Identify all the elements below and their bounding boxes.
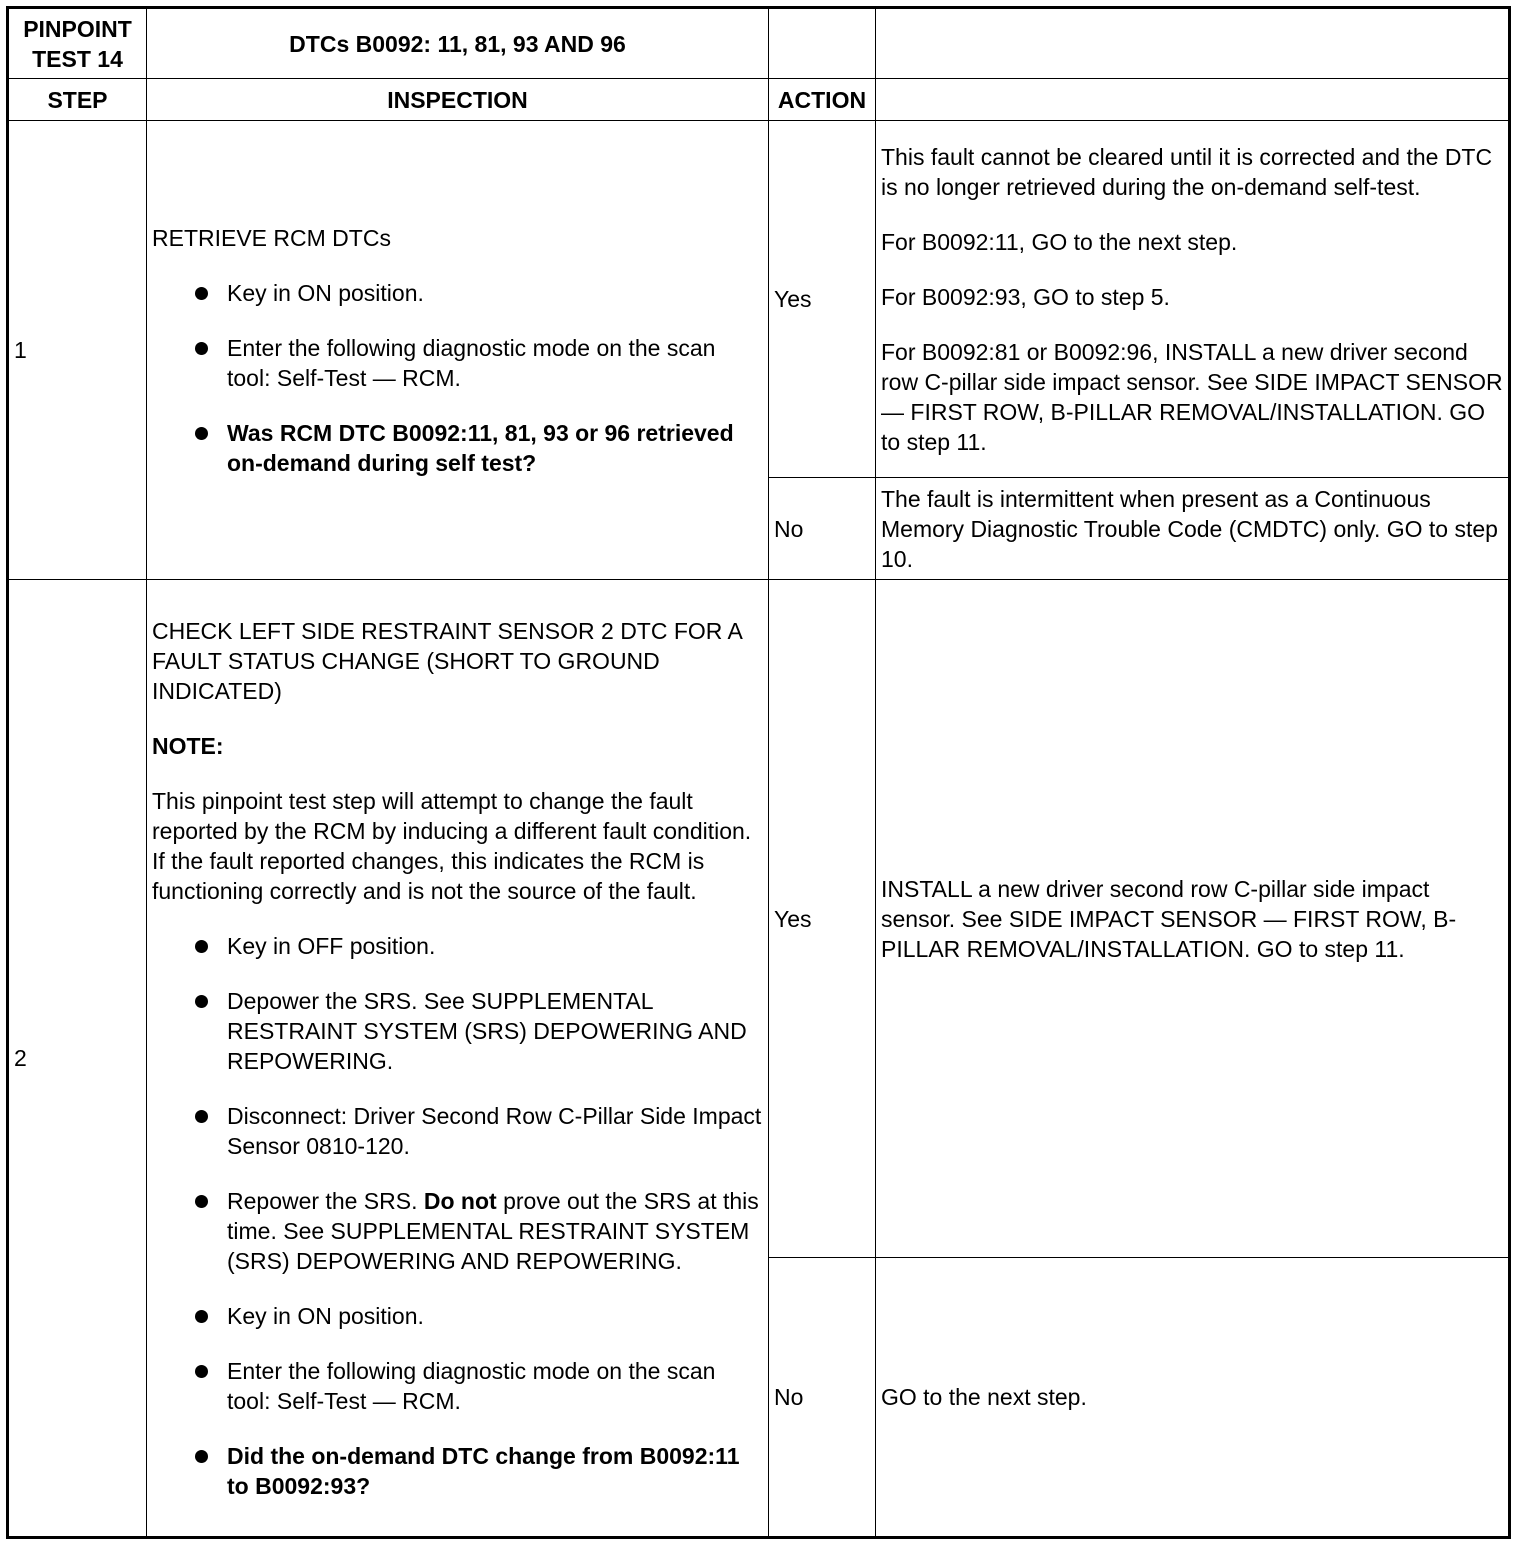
column-header-row <box>8 79 1510 121</box>
action-paragraph: For B0092:93, GO to step 5. <box>881 283 1170 310</box>
repower-text-post: prove out the SRS at this time. See SUPPLEMENTAL RESTRAINT SYSTEM (SRS) DEPOWERING AND REPOWERING. <box>227 1187 759 1274</box>
title-row <box>8 8 1510 79</box>
column-header-inspection: INSPECTION <box>147 79 769 121</box>
test-title-cell <box>147 8 769 79</box>
column-header-action: ACTION <box>769 79 876 121</box>
action-paragraph: For B0092:81 or B0092:96, INSTALL a new driver second row C-pillar side impact sensor. See SIDE IMPACT SENSOR — FIRST ROW, B-PILLAR REMOVAL/INSTALLATION. GO to step 11. <box>881 338 1503 455</box>
step-1-bullet-list <box>152 278 763 478</box>
step-1-yes-row <box>8 121 1510 478</box>
blank-header-cell <box>876 8 1510 79</box>
step-2-inspection <box>147 580 769 1538</box>
bullet-item-question: Was RCM DTC B0092:11, 81, 93 or 96 retrieved on-demand during self test? <box>152 418 763 478</box>
test-title: DTCs B0092: 11, 81, 93 AND 96 <box>289 30 626 57</box>
repower-text-pre: Repower the SRS. <box>227 1187 418 1214</box>
step-1-inspection <box>147 121 769 580</box>
step-2-yes-row <box>8 580 1510 1258</box>
column-header-step: STEP <box>8 79 147 121</box>
bullet-item: Enter the following diagnostic mode on the scan tool: Self-Test — RCM. <box>152 333 763 393</box>
bullet-item: Key in OFF position. <box>152 931 763 961</box>
action-paragraph: This fault cannot be cleared until it is corrected and the DTC is no longer retrieved during the on-demand self-test. <box>881 143 1493 200</box>
step-2-yes-label: Yes <box>769 580 876 1258</box>
test-id-cell <box>8 8 147 79</box>
step-2-bullet-list <box>152 931 763 1501</box>
blank-header-cell <box>769 8 876 79</box>
bullet-item-repower <box>152 1186 763 1276</box>
bullet-item: Enter the following diagnostic mode on the scan tool: Self-Test — RCM. <box>152 1356 763 1416</box>
step-1-yes-label: Yes <box>769 121 876 478</box>
blank-header-cell <box>876 79 1510 121</box>
step-2-no-action: GO to the next step. <box>876 1258 1510 1538</box>
step-number-1: 1 <box>8 121 147 580</box>
pinpoint-test-table <box>6 6 1511 1539</box>
bullet-item: Disconnect: Driver Second Row C-Pillar Side Impact Sensor 0810-120. <box>152 1101 763 1161</box>
step-1-yes-action <box>876 121 1510 478</box>
step-1-heading: RETRIEVE RCM DTCs <box>152 224 391 251</box>
repower-text-bold: Do not <box>423 1187 497 1214</box>
step-2-heading: CHECK LEFT SIDE RESTRAINT SENSOR 2 DTC FOR A FAULT STATUS CHANGE (SHORT TO GROUND INDICATED) <box>152 617 742 704</box>
step-number-2: 2 <box>8 580 147 1538</box>
note-text: This pinpoint test step will attempt to change the fault reported by the RCM by inducing a different fault condition. If the fault reported changes, this indicates the RCM is functioning correctly and is not the source of the fault. <box>152 787 752 904</box>
step-1-no-label: No <box>769 478 876 580</box>
bullet-item-question: Did the on-demand DTC change from B0092:11 to B0092:93? <box>152 1441 763 1501</box>
bullet-item: Key in ON position. <box>152 278 763 308</box>
bullet-item: Key in ON position. <box>152 1301 763 1331</box>
test-id: PINPOINT TEST 14 <box>23 15 132 72</box>
action-paragraph: For B0092:11, GO to the next step. <box>881 228 1238 255</box>
step-2-no-label: No <box>769 1258 876 1538</box>
step-2-yes-action: INSTALL a new driver second row C-pillar side impact sensor. See SIDE IMPACT SENSOR — FIRST ROW, B-PILLAR REMOVAL/INSTALLATION. GO to step 11. <box>876 580 1510 1258</box>
step-1-no-action: The fault is intermittent when present as a Continuous Memory Diagnostic Trouble Code (CMDTC) only. GO to step 10. <box>876 478 1510 580</box>
bullet-item: Depower the SRS. See SUPPLEMENTAL RESTRAINT SYSTEM (SRS) DEPOWERING AND REPOWERING. <box>152 986 763 1076</box>
note-label: NOTE: <box>152 732 224 759</box>
